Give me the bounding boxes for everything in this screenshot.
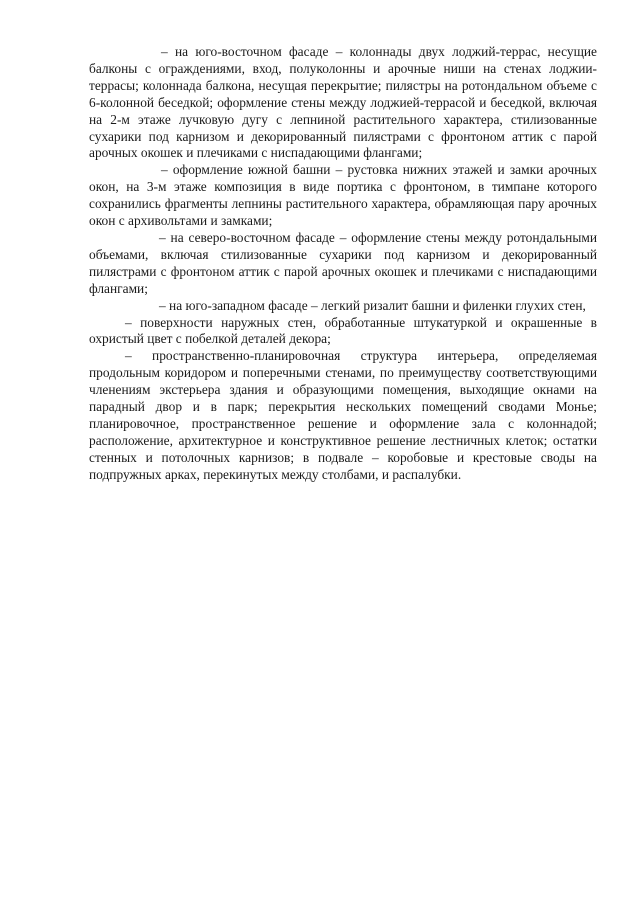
document-page xyxy=(89,44,597,484)
paragraph-northeast-facade: – на северо-восточном фасаде – оформление стены между ротондальными объемами, включая стилизованные сухарики под карнизом и декорированный пилястрами с фронтоном аттик с парой арочных окошек и плечиками с ниспадающими флангами; xyxy=(89,229,597,296)
paragraph-southwest-facade: – на юго-западном фасаде – легкий ризалит башни и филенки глухих стен, xyxy=(159,297,586,313)
paragraph-southeast-facade: – на юго-восточном фасаде – колоннады двух лоджий-террас, несущие балконы с ограждениями, вход, полуколонны и арочные ниши на стенах лоджии-террасы; колоннада балкона, несущая перекрытие; пилястры на ротондальном объеме с 6-колонной беседкой; оформление стены между лоджией-террасой и беседкой, включая на 2-м этаже лучковую дугу с лепниной растительного характера, стилизованные сухарики под карнизом и декорированный пилястрами с фронтоном аттик с парой арочных окошек и плечиками с ниспадающими флангами; xyxy=(89,44,597,161)
paragraph-exterior-walls: – поверхности наружных стен, обработанные штукатуркой и окрашенные в охристый цвет с побелкой деталей декора; xyxy=(89,314,597,347)
paragraph-south-tower: – оформление южной башни – рустовка нижних этажей и замки арочных окон, на 3-м этаже композиция в виде портика с фронтоном, в тимпане которого сохранились фрагменты лепнины растительного характера, обрамляющая пару арочных окон с архивольтами и замками; xyxy=(89,162,597,229)
paragraph-interior-structure: – пространственно-планировочная структура интерьера, определяемая продольным коридором и поперечными стенами, по преимуществу соответствующими членениям экстерьера здания и образующими помещения, выходящие окнами на парадный двор и в парк; перекрытия нескольких помещений сводами Монье; планировочное, пространственное решение и оформление зала с колоннадой; расположение, архитектурное и конструктивное решение лестничных клеток; остатки стенных и потолочных карнизов; в подвале – коробовые и крестовые своды на подпружных арках, перекинутых между столбами, и распалубки. xyxy=(89,348,597,482)
